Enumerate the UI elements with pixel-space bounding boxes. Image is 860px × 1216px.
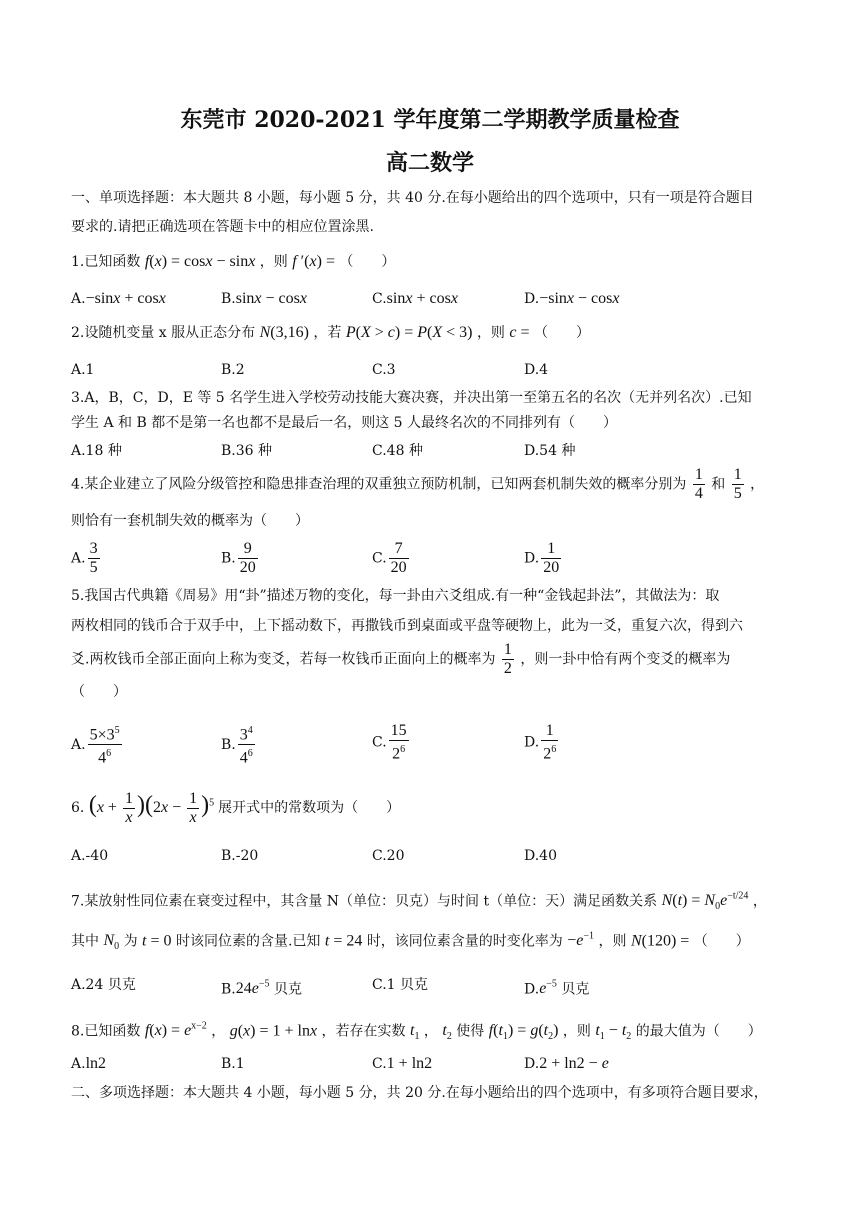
q2-stem-c: ，则	[476, 325, 505, 341]
q8-l1a: 8.已知函数	[71, 1023, 141, 1040]
q8-l1g: 的最大值为（ ）	[635, 1023, 762, 1040]
question-3-line1: 3.A，B，C，D，E 等 5 名学生进入学校劳动技能大赛决赛，并决出第一至第五名的名次（无并列名次）.已知	[71, 390, 752, 406]
q7-option-d-label: D.	[524, 981, 540, 998]
q2-option-a: A.1	[71, 362, 95, 378]
q2-option-d: D.4	[524, 362, 549, 378]
q5-option-b: B. $\frac{3^4}{4^6}$	[221, 722, 257, 768]
q7-l2-end: （ ）	[693, 933, 750, 950]
q8-diff: $t_1 - t_2$	[595, 1022, 632, 1043]
q6-expression: (x + $\frac{1}{x}$ )(2x − $\frac{1}{x}$ )$^5$	[88, 790, 215, 826]
q7-line1-end: ，	[752, 893, 767, 910]
question-7-line1	[71, 888, 767, 917]
q2-stem-end: （ ）	[533, 325, 590, 341]
question-5-line3	[71, 641, 730, 678]
q8-option-c: C.1 + ln2	[372, 1055, 433, 1072]
exam-subtitle: 高二数学	[385, 150, 474, 176]
q4-option-b: B. $\frac{9}{20}$	[221, 540, 256, 576]
q3-option-a: A.18 种	[71, 443, 122, 459]
q8-l1b: ，	[211, 1023, 226, 1040]
question-7-line2	[71, 928, 750, 957]
q7-decay-formula: $N(t) = N_0e^{-t/24}$	[661, 891, 749, 913]
q8-g: g(x) = 1 + lnx	[229, 1022, 318, 1040]
q5-option-c: C. $\frac{15}{2^6}$	[372, 722, 407, 763]
q1-option-c: C.sinx + cosx	[372, 290, 458, 307]
q8-l1f: ，则	[562, 1023, 591, 1040]
q8-option-b: B.1	[221, 1056, 245, 1072]
q7-l2e: ，则	[598, 933, 627, 950]
question-8-stem	[71, 1018, 762, 1047]
q3-option-b: B.36 种	[221, 443, 273, 459]
q1-formula: f(x) = cosx − sinx	[144, 253, 256, 270]
q5-option-a-label: A.	[71, 736, 86, 753]
q5-line3-text: 爻.两枚钱币全部正面向上称为变爻，若每一枚钱币正面向上的概率为	[71, 651, 496, 668]
question-5-line1: 5.我国古代典籍《周易》用“卦”描述万物的变化，每一卦由六爻组成.有一种“金钱起卦法”，其做法为：取	[71, 588, 720, 604]
q7-n0: $N_0$	[103, 932, 120, 953]
q1-option-d-label: D.	[524, 291, 540, 307]
question-2-stem	[71, 324, 590, 342]
q5-option-b-label: B.	[221, 736, 236, 753]
q7-rate: $-e^{-1}$	[567, 931, 595, 950]
q6-stem-text: 展开式中的常数项为（ ）	[218, 800, 401, 817]
q7-option-a: A.24 贝克	[71, 977, 136, 993]
q8-equation: $f(t_1) = g(t_2)$	[488, 1022, 559, 1043]
q8-option-c-label: C.	[372, 1056, 387, 1072]
q8-t2: $t_2$	[442, 1022, 452, 1043]
q7-l2d: 时，该同位素含量的时变化率为	[366, 933, 563, 950]
q7-option-b: $B.24e^{-5}$ 贝克	[221, 979, 302, 998]
q2-distribution: N(3,16)	[259, 324, 309, 341]
q2-c: c =	[509, 324, 530, 341]
q4-fraction-fifth: $\frac{1}{5}$	[733, 466, 742, 502]
section1-instruction-line2: 要求的.请把正确选项在答题卡中的相应位置涂黑.	[71, 219, 374, 235]
q4-fraction-quarter: $\frac{1}{4}$	[694, 466, 703, 502]
q5-line3-end: ，则一卦中恰有两个变爻的概率为	[520, 651, 731, 668]
q6-option-d: D.40	[524, 848, 557, 864]
q6-option-c: C.20	[372, 848, 405, 864]
q7-t0: t = 0	[142, 932, 172, 950]
q1-stem-a: 1.已知函数	[71, 254, 141, 270]
q5-option-d-label: D.	[524, 734, 540, 751]
q1-stem-end: （ ）	[339, 254, 396, 270]
q1-option-a-label: A.	[71, 291, 86, 307]
question-5-line4: （ ）	[71, 684, 127, 700]
q7-option-b-unit: 贝克	[273, 981, 302, 998]
q2-option-b: B.2	[221, 362, 245, 378]
q8-t1: $t_1$	[410, 1022, 420, 1043]
q4-option-c-label: C.	[372, 550, 387, 567]
q3-option-d: D.54 种	[524, 443, 576, 459]
q4-option-a-label: A.	[71, 550, 86, 567]
question-4-line2: 则恰有一套机制失效的概率为（ ）	[71, 513, 309, 529]
q4-option-d-label: D.	[524, 550, 540, 567]
q4-option-a: A. $\frac{3}{5}$	[71, 540, 98, 576]
q1-option-b: B.sinx − cosx	[221, 290, 307, 307]
q5-option-c-label: C.	[372, 734, 387, 751]
q7-n120: N(120) =	[630, 932, 690, 950]
q6-number: 6.	[71, 800, 85, 817]
q4-option-d: D. $\frac{1}{20}$	[524, 540, 560, 576]
q3-option-c: C.48 种	[372, 443, 423, 459]
q8-l1c: ，若存在实数	[321, 1023, 406, 1040]
q7-t24: t = 24	[324, 932, 363, 950]
q7-option-c: C.1 贝克	[372, 977, 429, 993]
q8-option-d-label: D.	[524, 1056, 540, 1072]
q1-option-b-label: B.	[221, 291, 236, 307]
q7-option-b-label: B.	[221, 981, 236, 998]
question-5-line2: 两枚相同的钱币合于双手中，上下摇动数下，再撒钱币到桌面或平盘等硬物上，此为一爻，重复六次，得到六	[71, 618, 743, 634]
q4-and: 和	[711, 476, 726, 493]
q2-stem-a: 2.设随机变量 x 服从正态分布	[71, 325, 256, 341]
section1-instruction-line1: 一、单项选择题：本大题共 8 小题，每小题 5 分，共 40 分.在每小题给出的四个选项中，只有一项是符合题目	[71, 190, 754, 206]
q1-option-d: D.−sinx − cosx	[524, 290, 620, 307]
q6-option-a: A.-40	[71, 848, 109, 864]
q5-option-d: D. $\frac{1}{2^6}$	[524, 722, 557, 763]
q6-option-b: B.-20	[221, 848, 259, 864]
q2-stem-b: ，若	[313, 325, 342, 341]
q1-stem-b: ，则	[259, 254, 288, 270]
q8-f: $f(x) = e^{x-2}$	[144, 1021, 207, 1040]
q2-condition: P(X > c) = P(X < 3)	[345, 324, 473, 341]
q5-fraction-half: $\frac{1}{2}$	[503, 641, 512, 677]
q2-option-c: C.3	[372, 362, 396, 378]
question-4-line1	[71, 466, 764, 503]
question-3-line2: 学生 A 和 B 都不是第一名也都不是最后一名，则这 5 人最终名次的不同排列有（ ）	[71, 415, 618, 431]
q7-l2c: 时该同位素的含量.已知	[175, 933, 321, 950]
q4-option-b-label: B.	[221, 550, 236, 567]
q1-derivative: f ′(x) =	[292, 253, 335, 270]
q5-option-a: A. $\frac{5\times 3^5}{4^6}$	[71, 722, 124, 768]
q4-line1-text: 4.某企业建立了风险分级管控和隐患排查治理的双重独立预防机制，已知两套机制失效的概率分别为	[71, 476, 687, 493]
q8-l1d: ，	[423, 1023, 438, 1040]
q1-option-a: A.−sinx + cosx	[71, 290, 166, 307]
q8-option-a-label: A.	[71, 1056, 86, 1072]
q8-l1e: 使得	[456, 1023, 485, 1040]
q4-option-c: C. $\frac{7}{20}$	[372, 540, 407, 576]
section2-instruction-line1: 二、多项选择题：本大题共 4 小题，每小题 5 分，共 20 分.在每小题给出的四个选项中，有多项符合题目要求，	[71, 1085, 768, 1101]
q7-line1-text: 7.某放射性同位素在衰变过程中，其含量 N（单位：贝克）与时间 t（单位：天）满足函数关系	[71, 893, 658, 910]
question-1-stem	[71, 253, 395, 271]
q7-l2b: 为	[123, 933, 138, 950]
question-6-stem	[71, 790, 400, 827]
exam-title: 东莞市 2020-2021 学年度第二学期教学质量检查	[180, 107, 680, 133]
q8-option-d: D.2 + ln2 − e	[524, 1055, 609, 1072]
q7-option-d-unit: 贝克	[561, 981, 590, 998]
q7-option-d: $D.e^{-5}$ 贝克	[524, 979, 590, 998]
q8-option-a: A.ln2	[71, 1055, 107, 1072]
q4-line1-end: ，	[750, 476, 765, 493]
q7-l2a: 其中	[71, 933, 99, 950]
q1-option-c-label: C.	[372, 291, 387, 307]
